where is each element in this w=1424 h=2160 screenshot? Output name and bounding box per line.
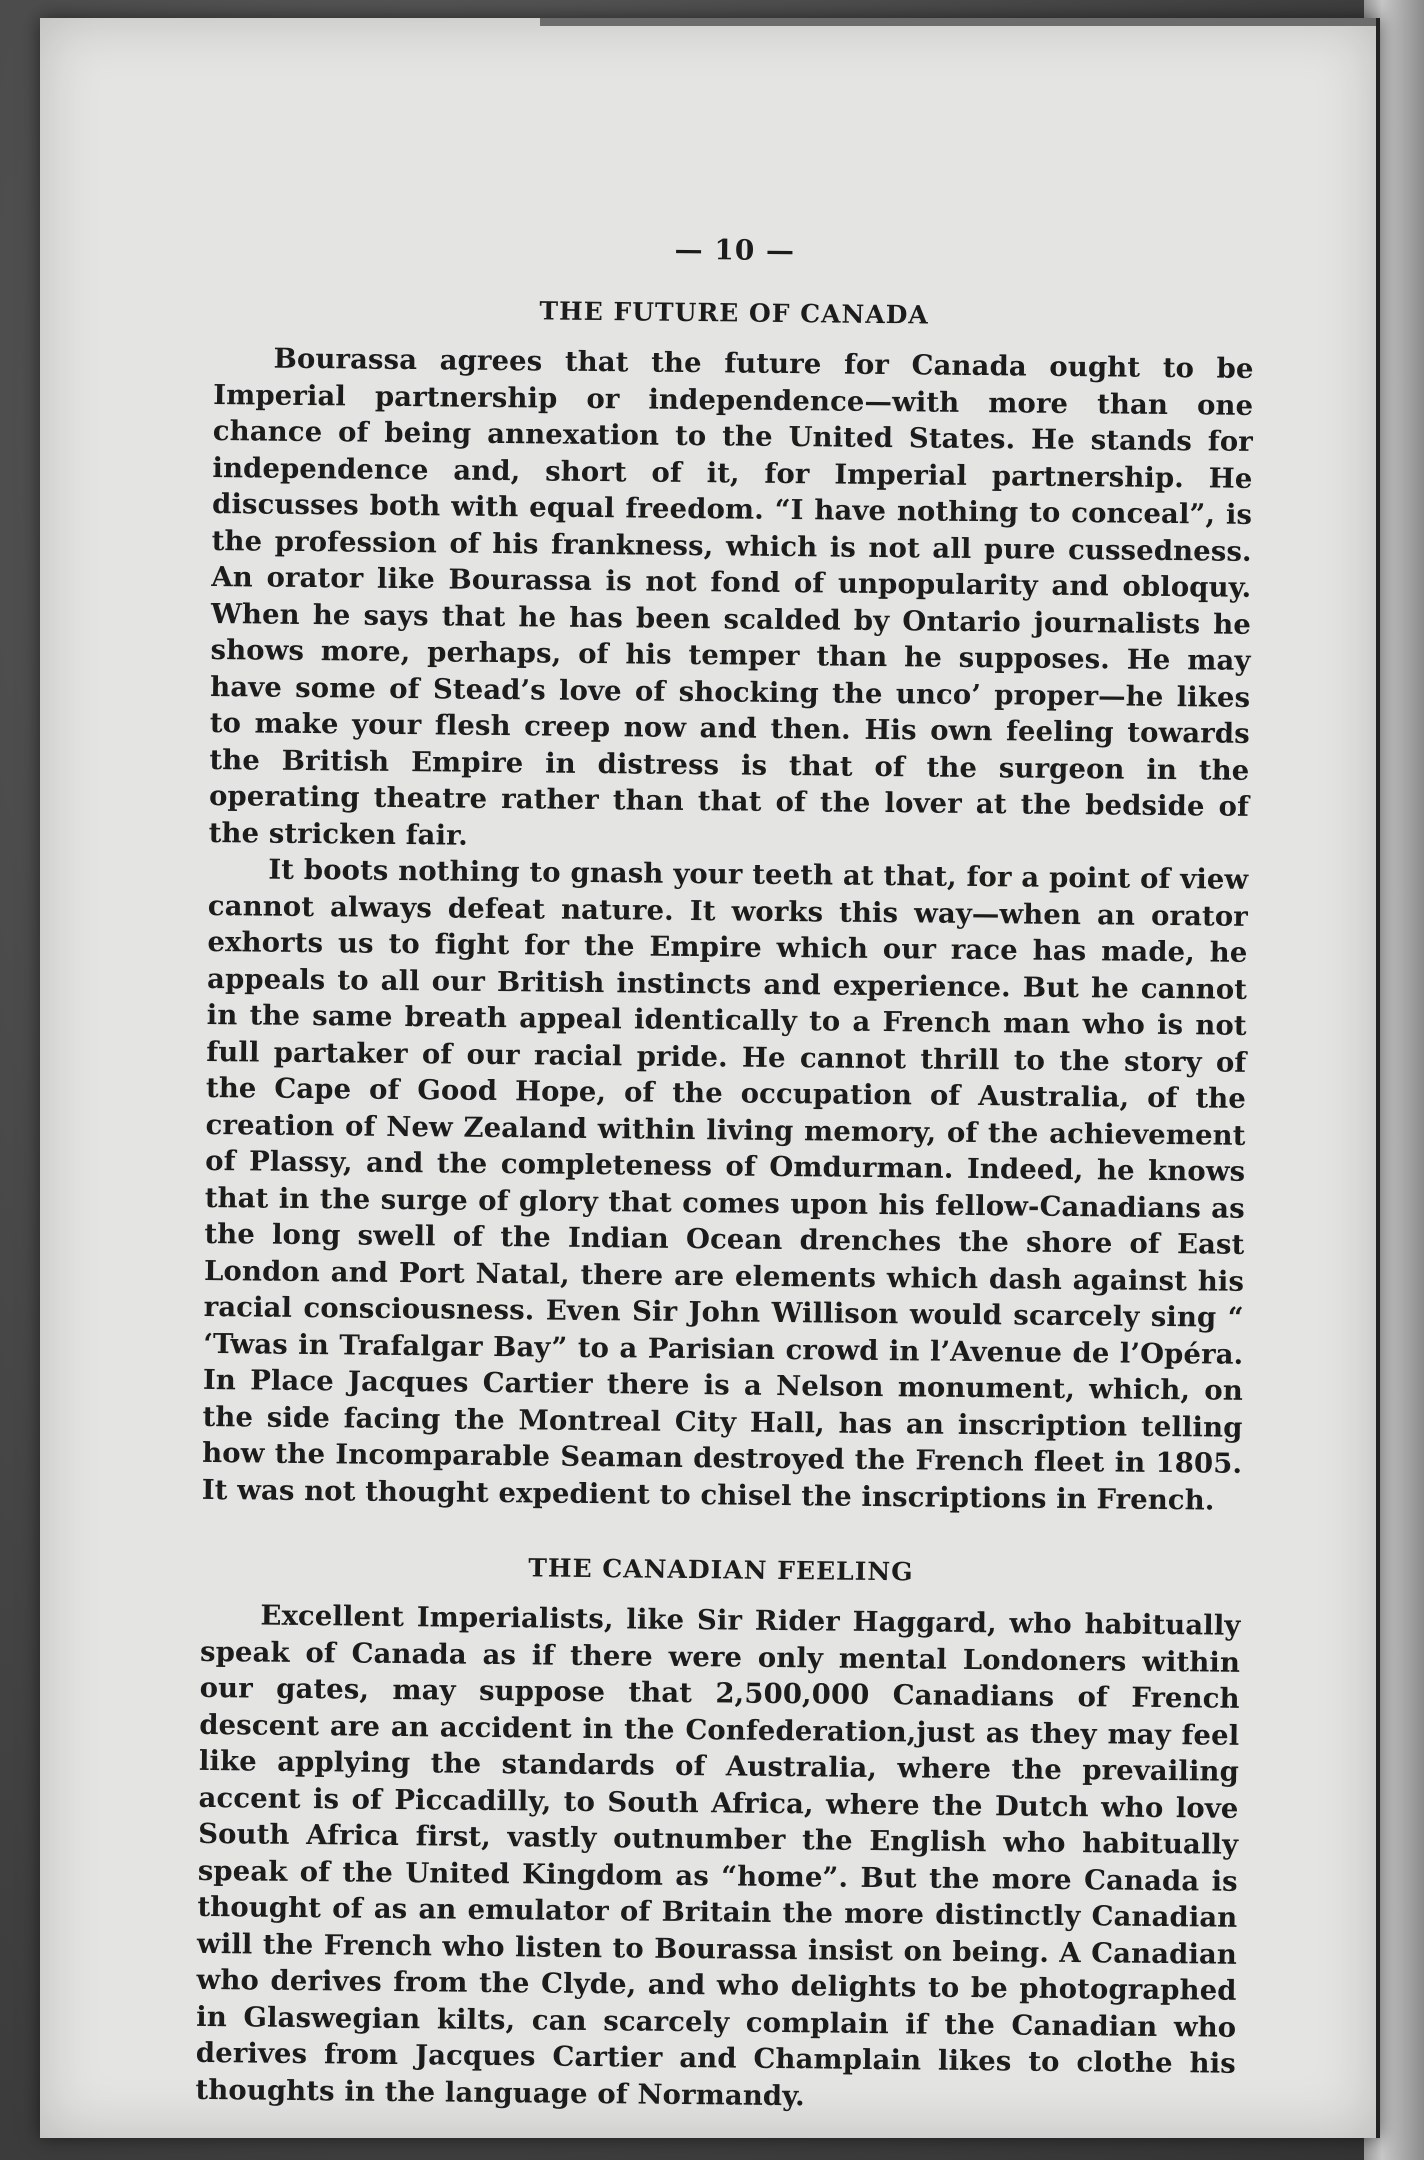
page-number: — 10 — xyxy=(674,232,796,268)
page-top-shadow xyxy=(540,18,1376,26)
section-heading: THE FUTURE OF CANADA xyxy=(539,296,929,330)
page-content xyxy=(195,228,1255,2119)
paragraph: Excellent Imperialists, like Sir Rider Haggard, who habitually speak of Canada as if there were only mental Londoners within our gates, may suppose that 2,500,000 Canadians of French descent are an accident in the Confederation,just as they may feel like applying the standards of Australia, where the prevailing accent is of Piccadilly, to South Africa, where the Dutch who love South Africa first, vastly outnumber the English who habitually speak of the United Kingdom as “home”. But the more Canada is thought of as an emulator of Britain the more distinctly Canadian will the French who listen to Bourassa insist on being. A Canadian who derives from the Clyde, and who delights to be photographed in Glaswegian kilts, can scarcely complain if the Canadian who derives from Jacques Cartier and Champlain likes to clothe his thoughts in the language of Normandy. xyxy=(195,1599,1241,2112)
section-canadian-feeling xyxy=(195,1550,1241,2119)
paragraph: Bourassa agrees that the future for Canada ought to be Imperial partnership or independence—with more than one chance of being annexation to the United States. He stands for independence and, short of it, for Imperial partnership. He discusses both with equal freedom. “I have nothing to conceal”, is the profession of his frankness, which is not all pure cussedness. An orator like Bourassa is not fond of unpopularity and obloquy. When he says that he has been scalded by Ontario journalists he shows more, perhaps, of his temper than he supposes. He may have some of Stead’s love of shocking the unco’ proper—he likes to make your flesh creep now and then. His own feeling towards the British Empire in distress is that of the surgeon in the operating theatre rather than that of the lover at the bedside of the stricken fair. xyxy=(208,342,1254,852)
paragraph: It boots nothing to gnash your teeth at that, for a point of view cannot always defeat nature. It works this way—when an orator exhorts us to fight for the Empire which our race has made, he appeals to all our British instincts and experience. But he cannot in the same breath appeal identically to a French man who is not full partaker of our racial pride. He cannot thrill to the story of the Cape of Good Hope, of the occupation of Australia, of the creation of New Zealand within living memory, of the achievement of Plassy, and the completeness of Omdurman. Indeed, he knows that in the surge of glory that comes upon his fellow-Canadians as the long swell of the Indian Ocean drenches the shore of East London and Port Natal, there are elements which dash against his racial consciousness. Even Sir John Willison would scarcely sing “ ‘Twas in Trafalgar Bay” to a Parisian crowd in l’Avenue de l’Opéra. In Place Jacques Cartier there is a Nelson monument, which, on the side facing the Montreal City Hall, has an inscription telling how the Incomparable Seaman destroyed the French fleet in 1805. It was not thought expedient to chisel the inscriptions in French. xyxy=(201,853,1249,1517)
section-heading: THE CANADIAN FEELING xyxy=(528,1553,914,1587)
section-future-of-canada xyxy=(202,293,1255,1519)
